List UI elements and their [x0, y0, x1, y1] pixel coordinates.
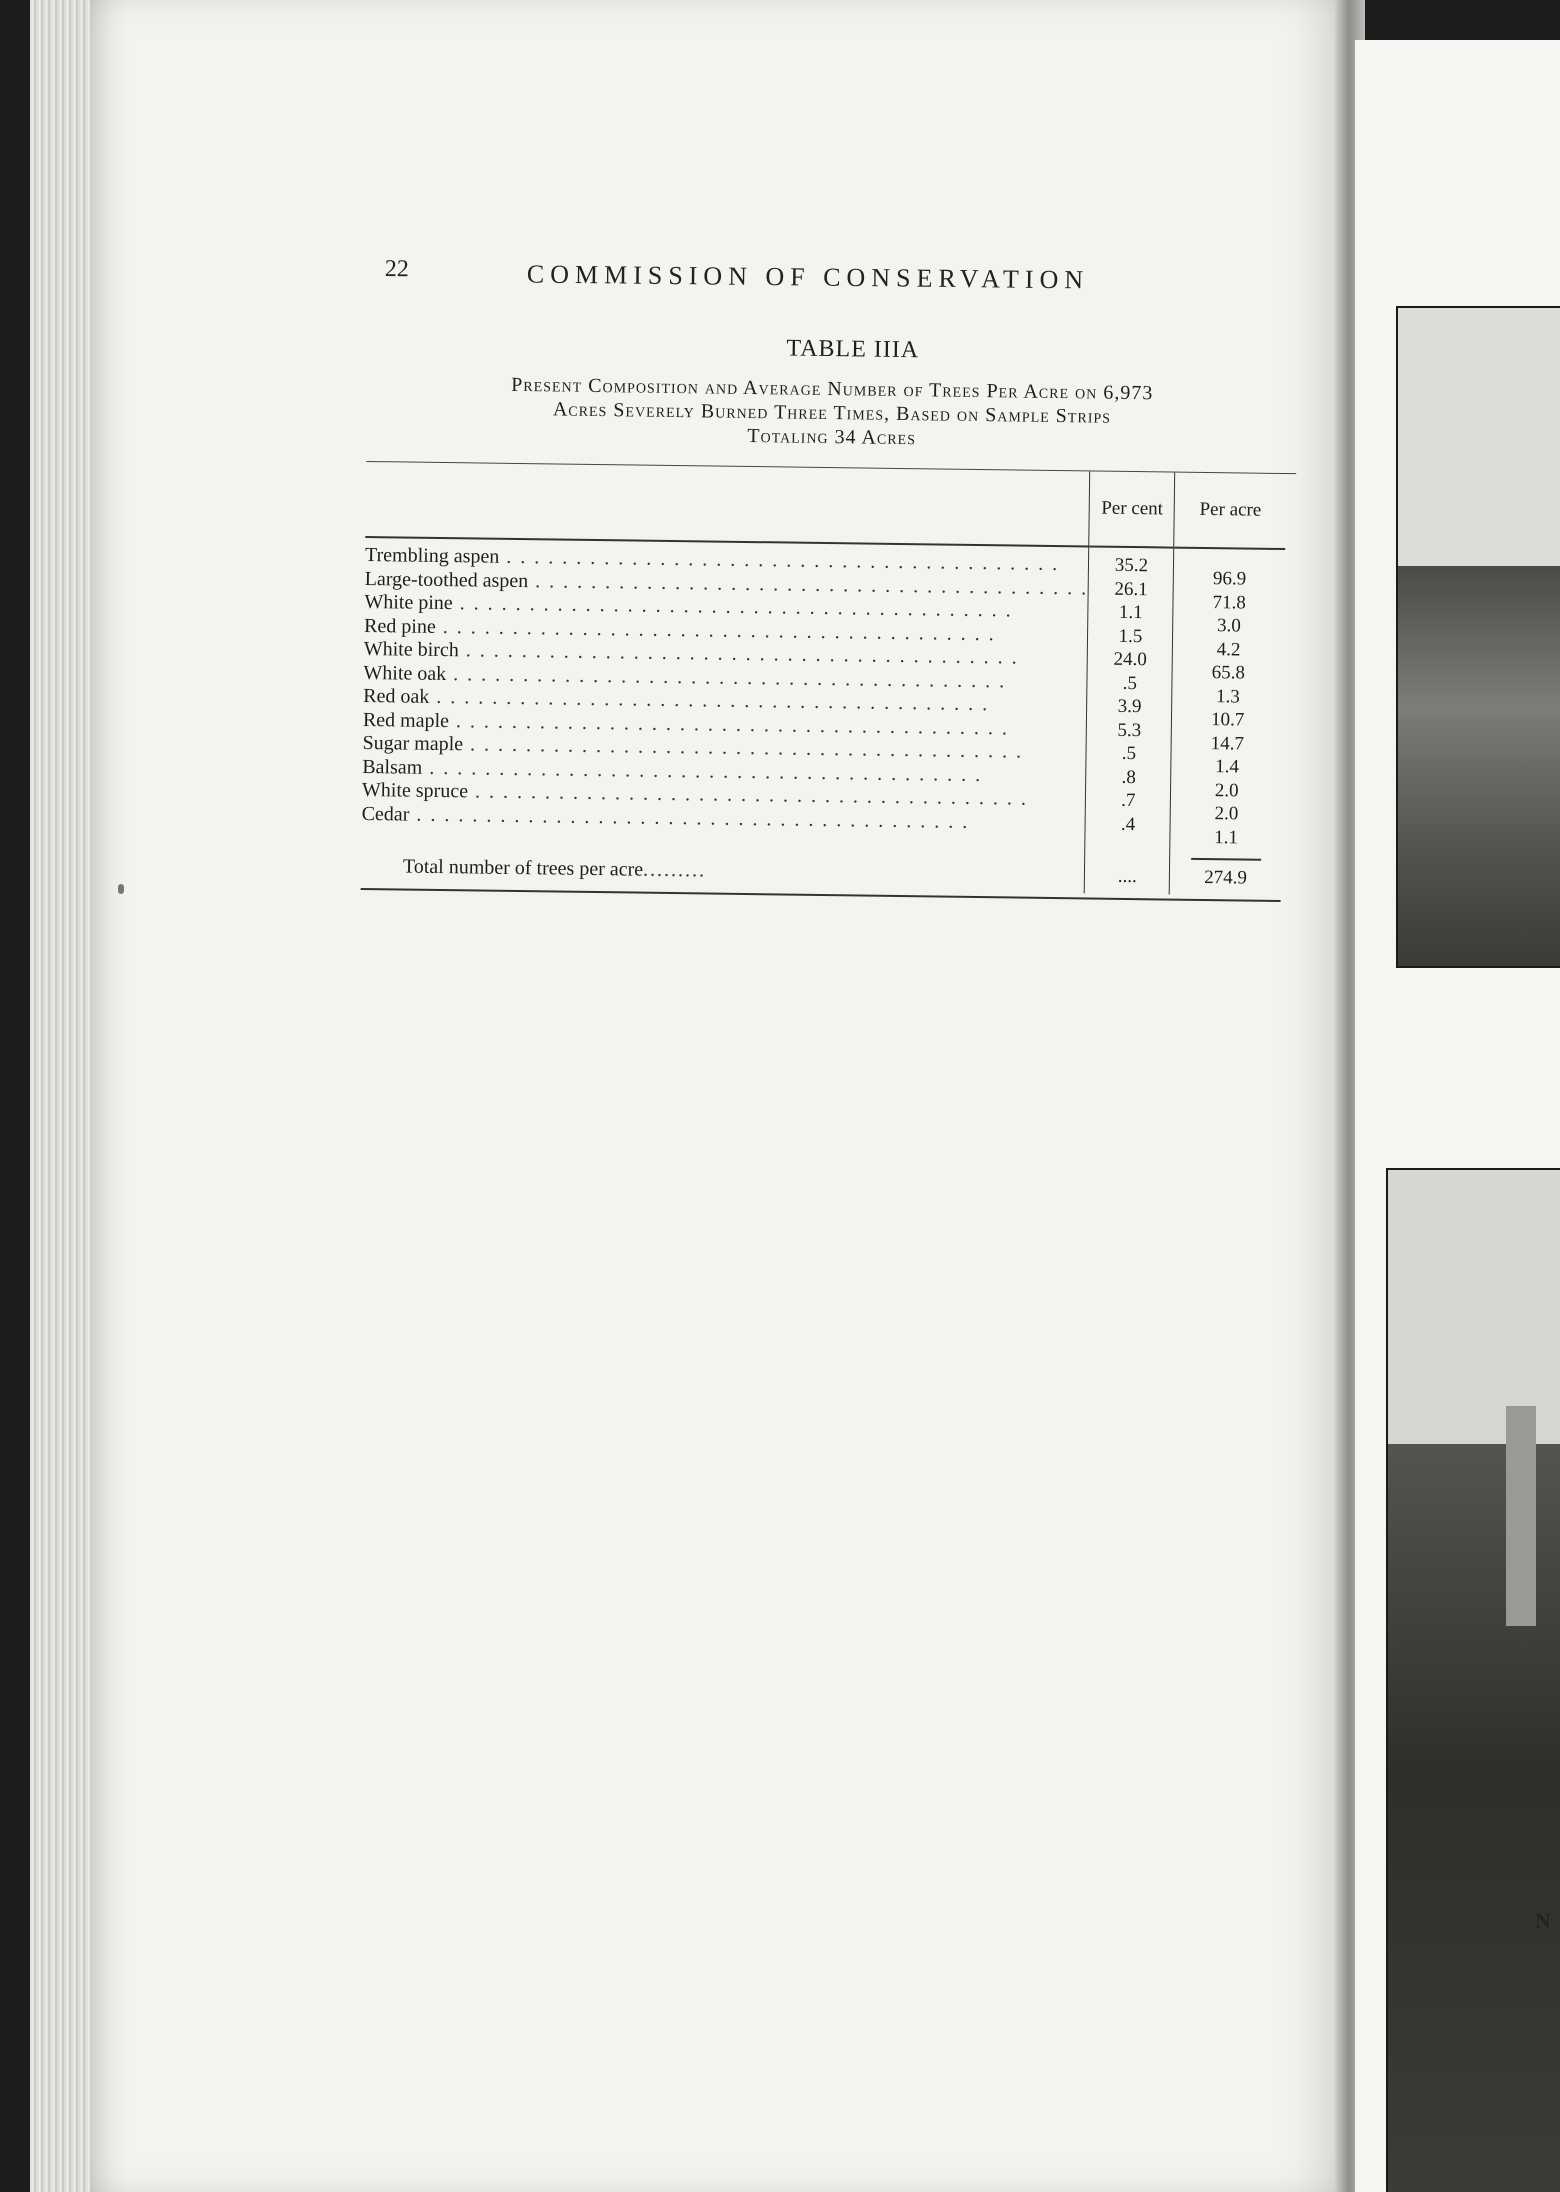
total-row: [361, 826, 1282, 896]
leader-dots: .........: [642, 858, 707, 881]
facing-page-photo-bottom: [1386, 1168, 1560, 2192]
per-cent-cell: 24.0: [1088, 647, 1173, 672]
per-cent-cell: .8: [1086, 765, 1171, 790]
species-name: Cedar: [361, 802, 410, 826]
left-page: [90, 0, 1350, 2192]
table-caption-line: Totaling 34 Acres: [747, 424, 917, 450]
per-acre-value: 2.0: [1214, 803, 1239, 825]
table-caption-line: Acres Severely Burned Three Times, Based on Sample Strips: [552, 398, 1112, 428]
table-iiia: [361, 330, 1298, 902]
leader-dots: . . . . . . . . . . . . . . . . . . . . . . . . . . . . . . . . . . . . . . . .: [409, 803, 970, 833]
leader-dots: . . . . . . . . . . . . . . . . . . . . . . . . . . . . . . . . . . . . . . . .: [446, 662, 1007, 692]
leader-dots: . . . . . . . . . . . . . . . . . . . . . . . . . . . . . . . . . . . . . . . .: [422, 756, 983, 786]
per-acre-cell: [1174, 548, 1285, 590]
stub-header: [365, 462, 1090, 546]
leader-dots: . . . . . . . . . . . . . . . . . . . . . . . . . . . . . . . . . . . . . . . .: [448, 709, 1010, 739]
table-header-row: [365, 462, 1286, 549]
leader-dots: . . . . . . . . . . . . . . . . . . . . . . . . . . . . . . . . . . . . . . . .: [467, 780, 1029, 810]
leader-dots: . . . . . . . . . . . . . . . . . . . . . . . . . . . . . . . . . . . . . . . .: [452, 592, 1013, 622]
running-head-title: COMMISSION OF CONSERVATION: [526, 259, 1090, 295]
per-cent-cell: 1.1: [1088, 600, 1173, 625]
per-acre-value: 2.0: [1214, 779, 1239, 801]
per-acre-value: 3.0: [1216, 615, 1241, 637]
per-cent-cell: 5.3: [1087, 718, 1172, 743]
per-acre-value: 1.4: [1215, 756, 1240, 778]
species-name: Red maple: [362, 708, 450, 732]
leader-dots: . . . . . . . . . . . . . . . . . . . . . . . . . . . . . . . . . . . . . . . .: [429, 685, 990, 716]
per-acre-value: 10.7: [1210, 709, 1245, 731]
photo-burned-hillside: [1398, 566, 1560, 966]
leader-dots: . . . . . . . . . . . . . . . . . . . . . . . . . . . . . . . . . . . . . . . .: [528, 569, 1089, 599]
per-cent-cell: .5: [1086, 741, 1171, 766]
table-caption: [367, 371, 1298, 455]
total-per-acre: 274.9: [1190, 857, 1260, 889]
species-name: Red oak: [363, 684, 430, 708]
photo-sky: [1388, 1170, 1560, 1444]
species-name: White pine: [364, 590, 453, 615]
species-name: White birch: [363, 637, 459, 662]
leader-dots: . . . . . . . . . . . . . . . . . . . . . . . . . . . . . . . . . . . . . . . .: [458, 639, 1019, 669]
per-acre-value: 4.2: [1216, 638, 1241, 660]
per-acre-value: 1.1: [1214, 826, 1239, 848]
per-cent-cell: .7: [1086, 788, 1171, 813]
page-number: 22: [384, 256, 409, 283]
photo-burned-stump: [1506, 1406, 1536, 1626]
per-cent-cell: 35.2: [1089, 546, 1174, 578]
species-name: Large-toothed aspen: [364, 567, 529, 592]
per-cent-cell: .5: [1087, 671, 1172, 696]
table-title: TABLE IIIA: [786, 335, 920, 364]
per-cent-cell: .4: [1085, 812, 1170, 837]
scan-speck: [118, 884, 124, 894]
total-per-cent: ....: [1085, 835, 1171, 894]
per-cent-cell: 3.9: [1087, 694, 1172, 719]
per-cent-cell: 26.1: [1088, 577, 1173, 602]
per-cent-cell: 1.5: [1088, 624, 1173, 649]
table-caption-line: Present Composition and Average Number of Trees Per Acre on 6,973: [511, 373, 1154, 405]
total-label: Total number of trees per acre: [402, 855, 644, 881]
per-acre-value: 71.8: [1212, 591, 1246, 614]
table-body: [361, 537, 1285, 896]
species-name: Red pine: [363, 614, 436, 638]
species-table: [361, 462, 1286, 896]
per-acre-value: 65.8: [1211, 662, 1246, 684]
species-name: Sugar maple: [362, 731, 464, 756]
species-name: Trembling aspen: [364, 543, 500, 568]
leader-dots: . . . . . . . . . . . . . . . . . . . . . . . . . . . . . . . . . . . . . . . .: [462, 733, 1024, 763]
leader-dots: . . . . . . . . . . . . . . . . . . . . . . . . . . . . . . . . . . . . . . . .: [435, 615, 996, 645]
facing-page-photo-top: [1396, 306, 1560, 968]
species-name: White oak: [363, 661, 447, 685]
species-name: Balsam: [362, 755, 423, 779]
photo-sky: [1398, 308, 1560, 566]
column-header-per-cent: Per cent: [1089, 471, 1175, 547]
leader-dots: . . . . . . . . . . . . . . . . . . . . . . . . . . . . . . . . . . . . . . . .: [499, 545, 1060, 576]
facing-page-caption-fragment: N: [1535, 1908, 1551, 1933]
per-acre-value: 96.9: [1212, 568, 1247, 590]
species-name: White spruce: [361, 778, 469, 803]
total-label-cell: [361, 826, 1086, 893]
column-header-per-acre: Per acre: [1174, 473, 1286, 549]
per-acre-value: 1.3: [1215, 685, 1240, 707]
per-acre-value: 14.7: [1210, 732, 1245, 755]
